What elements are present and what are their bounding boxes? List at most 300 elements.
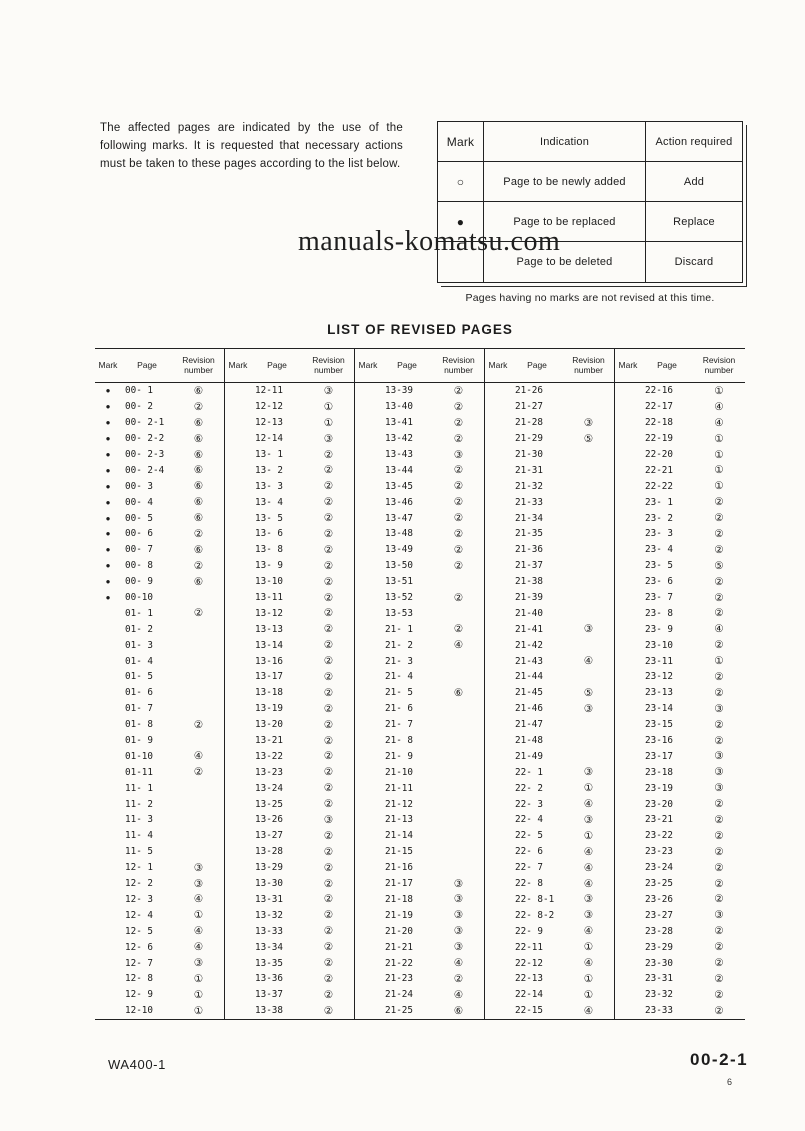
- revised-page-row: [225, 637, 354, 653]
- page-number: 13-43: [385, 449, 413, 460]
- revision-number: ②: [323, 766, 334, 779]
- page-number: 13- 1: [255, 449, 283, 460]
- revised-page-row: [355, 701, 484, 717]
- revised-page-row: [485, 462, 614, 478]
- revised-page-row: [225, 478, 354, 494]
- revised-page-row: [485, 796, 614, 812]
- revised-page-row: [225, 415, 354, 431]
- page-number: 00- 7: [125, 544, 153, 556]
- revision-number: ②: [323, 607, 334, 620]
- revised-page-row: [485, 574, 614, 590]
- revised-page-row: [225, 621, 354, 637]
- mark-symbol: ○: [438, 162, 484, 201]
- revision-number: ①: [583, 972, 594, 985]
- page-number: 21-23: [385, 973, 413, 985]
- revision-number: ②: [714, 575, 724, 588]
- page-number: 22-22: [645, 480, 673, 492]
- page-number: 21- 4: [385, 671, 413, 683]
- revision-number: ②: [323, 750, 334, 763]
- revision-number: ②: [453, 464, 464, 477]
- revised-page-row: [225, 653, 354, 669]
- revised-page-row: [95, 510, 224, 526]
- revision-number: ③: [583, 702, 594, 715]
- revision-number: ②: [323, 623, 334, 636]
- revision-number: ②: [453, 432, 464, 445]
- revision-number: ①: [193, 972, 204, 985]
- revision-number: ⑥: [193, 575, 204, 588]
- revised-page-row: [355, 383, 484, 399]
- revision-number: ③: [583, 909, 594, 922]
- revision-number: ②: [714, 639, 724, 652]
- replace-mark: ●: [105, 513, 111, 523]
- page-number: 00- 2-1: [125, 417, 165, 429]
- page-number: 13-29: [255, 862, 283, 874]
- revision-number: ⑤: [583, 686, 594, 699]
- page-number: 21- 1: [385, 623, 413, 635]
- page-number: 22-11: [515, 941, 543, 953]
- revised-page-row: [95, 955, 224, 971]
- revision-number: ②: [323, 655, 334, 668]
- revision-number: ②: [323, 829, 334, 842]
- page-number: 21-11: [385, 782, 413, 794]
- page-number: 22-17: [645, 401, 673, 413]
- page-number: 23-11: [645, 655, 673, 667]
- revised-page-row: [355, 558, 484, 574]
- revised-page-row: [355, 1003, 484, 1019]
- revised-page-row: [355, 605, 484, 621]
- revised-page-row: [95, 478, 224, 494]
- revised-page-row: [95, 574, 224, 590]
- revised-page-row: [225, 987, 354, 1003]
- revised-page-row: [225, 526, 354, 542]
- page-number: 00- 5: [125, 512, 153, 524]
- col-header-revision-number: Revision number: [182, 354, 215, 375]
- revised-page-row: [485, 669, 614, 685]
- revision-number: ③: [453, 893, 464, 906]
- revision-number: ④: [583, 877, 594, 890]
- revised-page-row: [225, 780, 354, 796]
- page-number: 22-20: [645, 449, 673, 460]
- revised-page-row: [95, 685, 224, 701]
- page-number: 13-38: [255, 1005, 283, 1017]
- page-number: 13-48: [385, 528, 413, 540]
- revision-number: ②: [714, 798, 724, 811]
- page-number: 13-34: [255, 941, 283, 953]
- page-number: 23-31: [645, 973, 673, 985]
- revised-page-row: [225, 447, 354, 463]
- revised-page-row: [225, 971, 354, 987]
- revised-page-row: [225, 510, 354, 526]
- revised-page-row: [225, 1003, 354, 1019]
- revision-number: ①: [323, 400, 334, 413]
- revision-number: ③: [453, 941, 464, 954]
- page-number: 23-33: [645, 1005, 673, 1017]
- revised-page-row: [95, 399, 224, 415]
- revision-number: ④: [583, 1004, 594, 1017]
- page-number: 00-10: [125, 592, 153, 604]
- revision-number: ②: [453, 623, 464, 636]
- page-number: 23-16: [645, 735, 673, 747]
- revision-number: ②: [714, 829, 724, 842]
- revised-page-row: [355, 637, 484, 653]
- revised-page-row: [225, 558, 354, 574]
- page-number: 13-23: [255, 766, 283, 778]
- page-number: 21-22: [385, 957, 413, 969]
- revised-column-group: [615, 349, 745, 1019]
- revision-number: ②: [323, 480, 334, 493]
- revision-number: ⑥: [193, 512, 204, 525]
- page-number: 23- 4: [645, 544, 673, 556]
- revised-pages-table: [95, 348, 745, 1020]
- page-number: 21-47: [515, 719, 543, 731]
- revision-number: ②: [714, 1004, 724, 1017]
- page-number: 23-18: [645, 766, 673, 778]
- page-number: 22-14: [515, 989, 543, 1001]
- revised-page-row: [485, 510, 614, 526]
- revision-number: ④: [193, 893, 204, 906]
- revised-page-row: [485, 605, 614, 621]
- revised-page-row: [355, 590, 484, 606]
- revision-number: ②: [714, 670, 724, 683]
- page-number: 00- 2-3: [125, 449, 165, 460]
- revised-page-row: [485, 542, 614, 558]
- page-number: 21-30: [515, 449, 543, 460]
- replace-mark: ●: [105, 593, 111, 603]
- page-number: 13-36: [255, 973, 283, 985]
- revised-page-row: [225, 796, 354, 812]
- col-header-mark: Mark: [358, 359, 378, 370]
- revision-number: ②: [714, 512, 724, 525]
- page-number: 13-22: [255, 750, 283, 762]
- replace-mark: ●: [105, 561, 111, 571]
- revised-page-row: [615, 605, 745, 621]
- page-number: 13- 9: [255, 560, 283, 572]
- revision-number: ②: [453, 512, 464, 525]
- page-number: 13-28: [255, 846, 283, 858]
- page-number: 21-40: [515, 607, 543, 619]
- revision-number: ②: [323, 670, 334, 683]
- col-header-page: Page: [657, 359, 677, 370]
- revised-page-row: [95, 1003, 224, 1019]
- revised-column-group: [225, 349, 355, 1019]
- page-number: 12-14: [255, 433, 283, 445]
- revised-page-row: [225, 590, 354, 606]
- revision-number: ⑥: [193, 480, 204, 493]
- page-number: 21-42: [515, 639, 543, 651]
- page-number: 21- 2: [385, 639, 413, 651]
- revision-number: ②: [193, 718, 204, 731]
- revised-page-row: [225, 812, 354, 828]
- page-number: 23- 6: [645, 576, 673, 588]
- footer-model-number: WA400-1: [108, 1057, 166, 1072]
- page-number: 23-30: [645, 957, 673, 969]
- revised-page-row: [225, 399, 354, 415]
- page-number: 21-15: [385, 846, 413, 858]
- col-header-revision-number: Revision number: [442, 354, 475, 375]
- no-marks-note: Pages having no marks are not revised at this time.: [465, 292, 715, 304]
- revised-page-row: [355, 955, 484, 971]
- revised-page-row: [615, 844, 745, 860]
- revised-page-row: [355, 478, 484, 494]
- revised-page-row: [615, 796, 745, 812]
- page-number: 11- 5: [125, 846, 153, 858]
- revision-number: ③: [714, 750, 724, 763]
- page-number: 23-29: [645, 941, 673, 953]
- revision-number: ④: [714, 416, 724, 429]
- page-number: 12- 5: [125, 925, 153, 937]
- page-number: 13-30: [255, 878, 283, 890]
- page-number: 13-26: [255, 814, 283, 826]
- page-number: 23-28: [645, 925, 673, 937]
- revision-number: ②: [714, 527, 724, 540]
- revised-page-row: [95, 383, 224, 399]
- page-number: 01- 2: [125, 623, 153, 635]
- revised-page-row: [615, 383, 745, 399]
- revised-page-row: [355, 892, 484, 908]
- revision-number: ④: [583, 957, 594, 969]
- revised-column-body: [95, 383, 224, 1019]
- page-number: 23-17: [645, 750, 673, 762]
- header-indication: Indication: [484, 122, 646, 161]
- revision-number: ③: [714, 782, 724, 795]
- revision-number: ②: [323, 734, 334, 747]
- page-number: 21-28: [515, 417, 543, 429]
- page-number: 23-32: [645, 989, 673, 1001]
- revision-number: ②: [323, 909, 334, 922]
- revised-page-row: [615, 462, 745, 478]
- revision-number: ⑥: [453, 1004, 464, 1017]
- page-number: 21- 6: [385, 703, 413, 715]
- revised-page-row: [615, 1003, 745, 1019]
- replace-mark: ●: [105, 434, 111, 444]
- col-header-mark: Mark: [228, 359, 248, 370]
- revision-number: ②: [323, 877, 334, 890]
- page-number: 23- 3: [645, 528, 673, 540]
- revised-page-row: [485, 558, 614, 574]
- revised-page-row: [95, 780, 224, 796]
- page-number: 13-44: [385, 464, 413, 476]
- revision-number: ③: [453, 877, 464, 890]
- page-number: 23-15: [645, 719, 673, 731]
- revised-column-group: [95, 349, 225, 1019]
- page-number: 12- 8: [125, 973, 153, 985]
- page-number: 21-27: [515, 401, 543, 413]
- page-number: 13-25: [255, 798, 283, 810]
- revised-page-row: [225, 685, 354, 701]
- revision-number: ④: [714, 623, 724, 636]
- revision-number: ②: [323, 861, 334, 874]
- revision-number: ①: [714, 432, 724, 445]
- revision-number: ②: [453, 972, 464, 985]
- revised-page-row: [355, 462, 484, 478]
- revised-page-row: [615, 939, 745, 955]
- page-number: 23-21: [645, 814, 673, 826]
- revised-page-row: [615, 701, 745, 717]
- revised-page-row: [95, 812, 224, 828]
- revision-number: ②: [323, 988, 334, 1001]
- revised-column-header: [225, 349, 354, 383]
- revision-number: ②: [453, 559, 464, 572]
- revision-number: ①: [714, 480, 724, 493]
- revised-page-row: [355, 447, 484, 463]
- revised-column-header: [95, 349, 224, 383]
- revised-page-row: [355, 764, 484, 780]
- revised-page-row: [355, 685, 484, 701]
- replace-mark: ●: [105, 402, 111, 412]
- revision-number: ③: [193, 861, 204, 874]
- revised-page-row: [225, 669, 354, 685]
- revision-number: ②: [714, 813, 724, 826]
- revised-page-row: [485, 828, 614, 844]
- revision-number: ②: [323, 527, 334, 540]
- page-number: 13-24: [255, 782, 283, 794]
- mark-symbol: ●: [438, 202, 484, 241]
- revised-page-row: [355, 828, 484, 844]
- revised-page-row: [95, 590, 224, 606]
- revision-number: ②: [323, 718, 334, 731]
- page-number: 12-10: [125, 1005, 153, 1017]
- page-number: 12- 2: [125, 878, 153, 890]
- revision-number: ①: [323, 416, 334, 429]
- revision-number: ②: [323, 798, 334, 811]
- revision-number: ⑥: [193, 464, 204, 477]
- page-number: 12-13: [255, 417, 283, 429]
- page-number: 00- 9: [125, 576, 153, 588]
- revision-number: ②: [193, 559, 204, 572]
- revised-page-row: [485, 399, 614, 415]
- revision-number: ③: [583, 813, 594, 826]
- revision-number: ②: [453, 384, 464, 397]
- revision-number: ②: [323, 1004, 334, 1017]
- revised-page-row: [615, 590, 745, 606]
- revision-number: ①: [714, 448, 724, 461]
- revised-page-row: [485, 764, 614, 780]
- revision-number: ②: [714, 988, 724, 1001]
- revision-number: ④: [583, 655, 594, 668]
- page-number: 21-18: [385, 893, 413, 905]
- revised-page-row: [355, 653, 484, 669]
- revision-number: ②: [453, 496, 464, 509]
- marks-table-row: [438, 162, 742, 202]
- page-number: 21-24: [385, 989, 413, 1001]
- page-number: 21-39: [515, 592, 543, 604]
- page-number: 01- 7: [125, 703, 153, 715]
- revised-page-row: [355, 526, 484, 542]
- page-number: 12- 1: [125, 862, 153, 874]
- revised-page-row: [355, 494, 484, 510]
- revised-page-row: [485, 447, 614, 463]
- revised-page-row: [615, 669, 745, 685]
- revision-number: ③: [323, 384, 334, 397]
- revised-page-row: [225, 701, 354, 717]
- page-number: 13- 5: [255, 512, 283, 524]
- marks-table-body: [438, 162, 742, 282]
- page-number: 22-18: [645, 417, 673, 429]
- page-number: 00- 8: [125, 560, 153, 572]
- page-number: 23-12: [645, 671, 673, 683]
- revision-number: ②: [453, 543, 464, 556]
- revised-page-row: [615, 494, 745, 510]
- revised-page-row: [485, 876, 614, 892]
- revised-page-row: [95, 415, 224, 431]
- page-number: 13-53: [385, 607, 413, 619]
- col-header-page: Page: [527, 359, 547, 370]
- revised-page-row: [485, 701, 614, 717]
- page-number: 13-47: [385, 512, 413, 524]
- revision-number: ②: [323, 512, 334, 525]
- revision-number: ⑥: [193, 543, 204, 556]
- page-number: 21-37: [515, 560, 543, 572]
- page-number: 13-31: [255, 893, 283, 905]
- page-number: 21-10: [385, 766, 413, 778]
- revised-page-row: [355, 669, 484, 685]
- page-number: 01- 6: [125, 687, 153, 699]
- revision-number: ④: [193, 750, 204, 763]
- revised-page-row: [95, 939, 224, 955]
- revision-number: ②: [453, 527, 464, 540]
- revised-page-row: [225, 717, 354, 733]
- revision-number: ②: [323, 972, 334, 985]
- page-number: 21- 5: [385, 687, 413, 699]
- revision-number: ②: [323, 845, 334, 858]
- page-number: 23- 9: [645, 623, 673, 635]
- page-number: 23- 5: [645, 560, 673, 572]
- revision-number: ④: [583, 925, 594, 938]
- revised-page-row: [225, 892, 354, 908]
- replace-mark: ●: [105, 418, 111, 428]
- revision-number: ②: [323, 686, 334, 699]
- revised-page-row: [485, 812, 614, 828]
- revision-number: ②: [714, 893, 724, 906]
- revised-page-row: [225, 907, 354, 923]
- revised-page-row: [615, 653, 745, 669]
- revised-page-row: [485, 590, 614, 606]
- page-number: 22- 1: [515, 766, 543, 778]
- revised-page-row: [225, 955, 354, 971]
- revision-number: ③: [193, 877, 204, 890]
- page-number: 22- 7: [515, 862, 543, 874]
- page-number: 22- 6: [515, 846, 543, 858]
- revision-number: ④: [453, 639, 464, 652]
- revised-page-row: [615, 828, 745, 844]
- revision-number: ②: [323, 591, 334, 604]
- page-number: 13-32: [255, 909, 283, 921]
- page-number: 21-41: [515, 623, 543, 635]
- page-number: 21-35: [515, 528, 543, 540]
- revised-column-group: [485, 349, 615, 1019]
- revised-page-row: [485, 383, 614, 399]
- revision-number: ②: [714, 972, 724, 985]
- revised-page-row: [95, 987, 224, 1003]
- revised-page-row: [355, 939, 484, 955]
- page-number: 21- 9: [385, 750, 413, 762]
- revision-number: ③: [453, 909, 464, 922]
- revised-page-row: [225, 733, 354, 749]
- revised-column-header: [615, 349, 745, 383]
- revised-page-row: [95, 701, 224, 717]
- action-text: Replace: [673, 215, 715, 228]
- page-number: 13-18: [255, 687, 283, 699]
- revision-number: ②: [453, 416, 464, 429]
- revised-page-row: [615, 431, 745, 447]
- page-number: 21-17: [385, 878, 413, 890]
- page-number: 12-11: [255, 385, 283, 397]
- page-number: 21-21: [385, 941, 413, 953]
- page-number: 00- 4: [125, 496, 153, 508]
- page-number: 13-39: [385, 385, 413, 397]
- revised-page-row: [485, 733, 614, 749]
- revised-page-row: [615, 812, 745, 828]
